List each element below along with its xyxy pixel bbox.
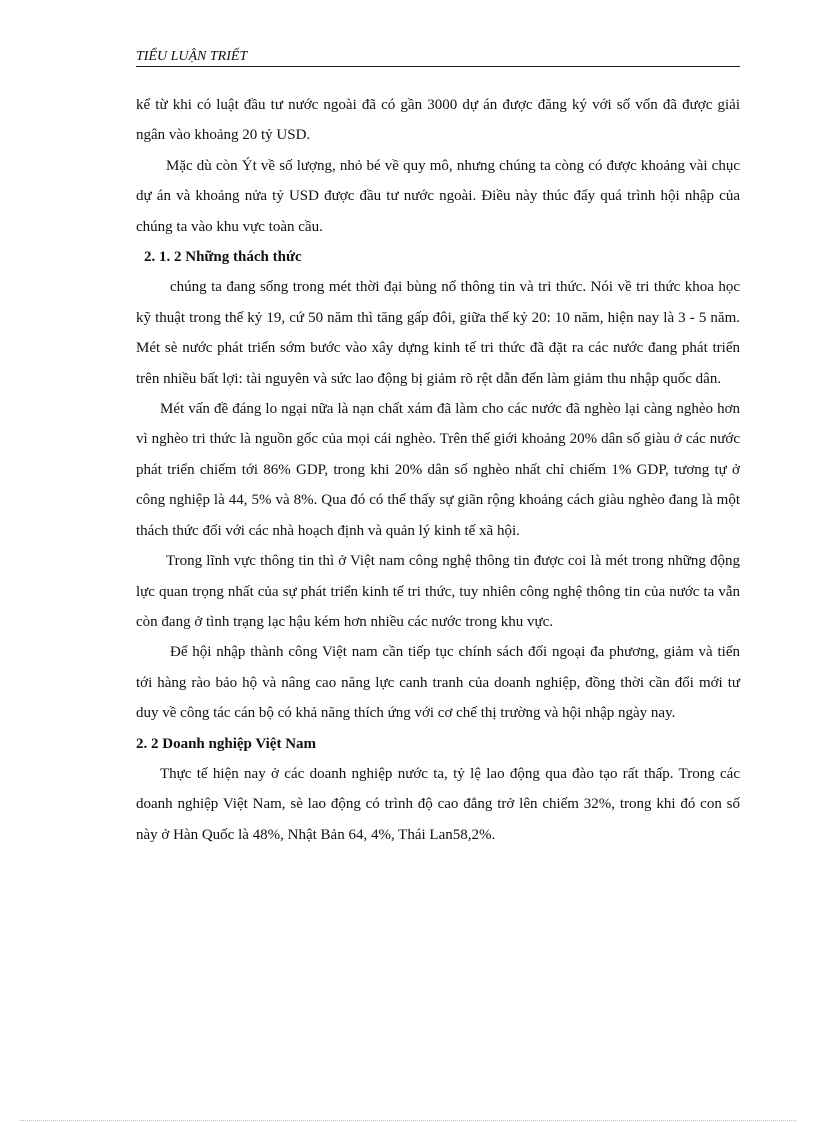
paragraph: Thực tế hiện nay ở các doanh nghiệp nước ta, tỷ lệ lao động qua đào tạo rất thấp. Trong các doanh nghiệp Việt Nam, sè lao động có trình độ cao đẳng trở lên chiếm 32%, trong khi đó con số này ở Hàn Quốc là 48%, Nhật Bản 64, 4%, Thái Lan58,2%.	[136, 765, 740, 843]
page-bottom-rule	[20, 1120, 796, 1121]
paragraph: Trong lĩnh vực thông tin thì ở Việt nam công nghệ thông tin được coi là mét trong những động lực quan trọng nhất của sự phát triển kinh tế tri thức, tuy nhiên công nghệ thông tin của nước ta vẫn còn đang ở tình trạng lạc hậu kém hơn nhiều các nước trong khu vực.	[136, 553, 740, 630]
paragraph: Mặc dù còn Ýt về số lượng, nhỏ bé về quy mô, nhưng chúng ta còng có được khoảng vài chục dự án và khoảng nửa tỷ USD được đầu tư nước ngoài. Điều này thúc đẩy quá trình hội nhập của chúng ta vào khu vực toàn cầu.	[136, 157, 740, 235]
section-heading: 2. 1. 2 Những thách thức	[144, 249, 302, 266]
paragraph: kể từ khi có luật đầu tư nước ngoài đã có gần 3000 dự án được đăng ký với số vốn đã được giải ngân vào khoảng 20 tỷ USD.	[136, 97, 740, 144]
paragraph: Để hội nhập thành công Việt nam cần tiếp tục chính sách đối ngoại đa phương, giảm và tiến tới hàng rào bảo hộ và nâng cao năng lực canh tranh của doanh nghiệp, đồng thời cần đổi mới tư duy về công tác cán bộ có khả năng thích ứng với cơ chế thị trường và hội nhập ngày nay.	[136, 644, 740, 722]
document-body	[136, 90, 740, 850]
paragraph: Mét vấn đề đáng lo ngại nữa là nạn chất xám đã làm cho các nước đã nghèo lại càng nghèo hơn vì nghèo tri thức là nguồn gốc của mọi cái nghèo. Trên thế giới khoảng 20% dân số giàu ở các nước phát triển chiếm tới 86% GDP, trong khi 20% dân số nghèo nhất chỉ chiếm 1% GDP, tương tự ở công nghiệp là 44, 5% và 8%. Qua đó có thể thấy sự giãn rộng khoảng cách giàu nghèo đang là một thách thức đối với các nhà hoạch định và quản lý kinh tế xã hội.	[136, 401, 740, 539]
header-title: TIỂU LUẬN TRIẾT	[136, 49, 248, 64]
paragraph: chúng ta đang sống trong mét thời đại bùng nổ thông tin và tri thức. Nói về tri thức khoa học kỹ thuật trong thế kỷ 19, cứ 50 năm thì tăng gấp đôi, giữa thế kỷ 20: 10 năm, hiện nay là 3 - 5 năm. Mét sè nước phát triển sớm bước vào xây dựng kinh tế tri thức đã đặt ra các nước đang phát triển trên nhiều bất lợi: tài nguyên và sức lao động bị giảm rõ rệt dẫn đến làm giảm thu nhập quốc dân.	[136, 279, 740, 387]
running-header	[136, 48, 740, 67]
section-heading: 2. 2 Doanh nghiệp Việt Nam	[136, 735, 317, 752]
